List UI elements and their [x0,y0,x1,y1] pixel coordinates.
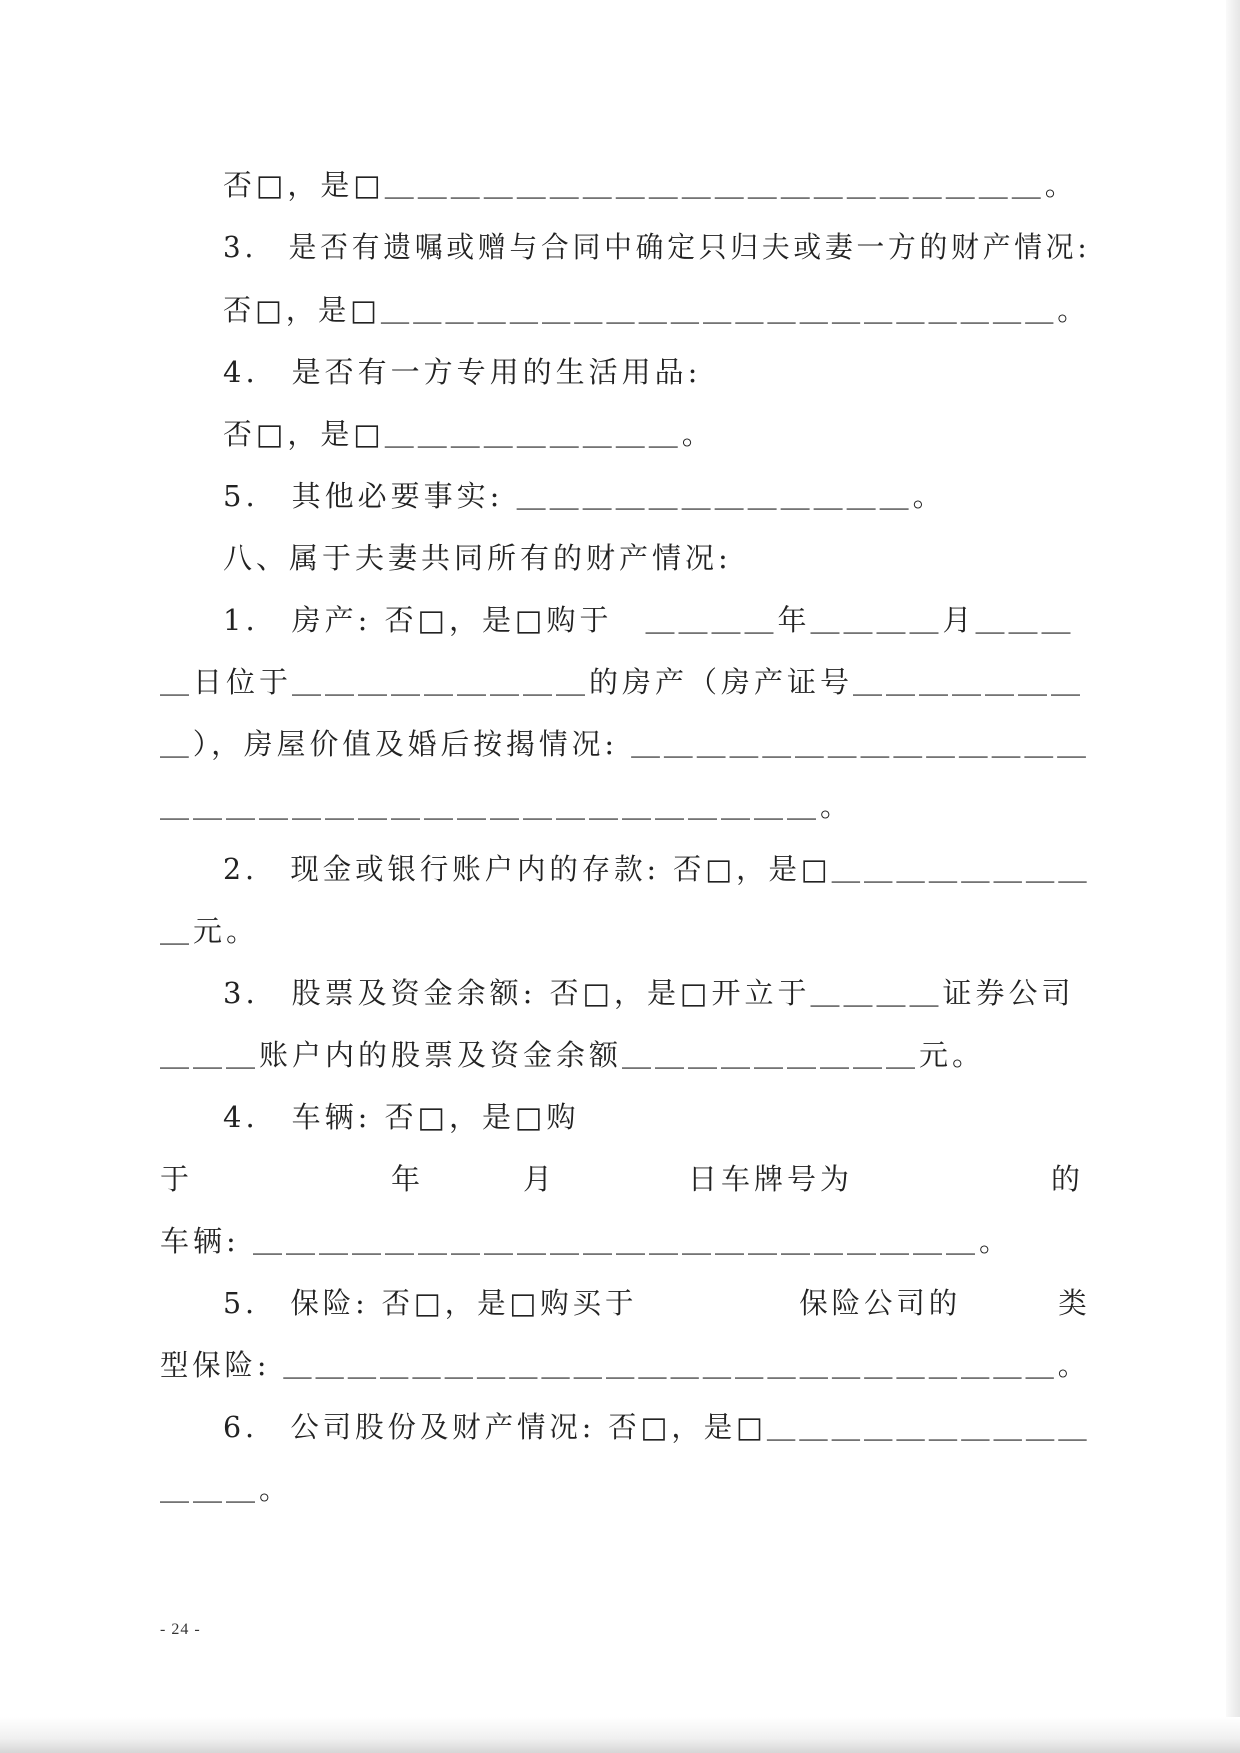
text-line-19: 5. 保险: 否□，是□购买于 保险公司的 类 [223,1286,1091,1320]
text-line-17: 于 年 月 日车牌号为 的 [160,1162,1085,1196]
text-line-14: 3. 股票及资金余额: 否□，是□开立于＿＿＿＿证券公司 [223,976,1075,1010]
text-line-5: 否□，是□＿＿＿＿＿＿＿＿＿。 [223,417,715,451]
text-line-12: 2. 现金或银行账户内的存款: 否□，是□＿＿＿＿＿＿＿＿ [223,852,1091,886]
text-line-22: ＿＿＿。 [160,1472,293,1506]
text-line-6: 5. 其他必要事实: ＿＿＿＿＿＿＿＿＿＿＿＿。 [223,479,946,513]
section-heading: 八、属于夫妻共同所有的财产情况: [223,541,732,575]
text-line-16: 4. 车辆: 否□，是□购 [223,1100,580,1134]
text-line-9: ＿日位于＿＿＿＿＿＿＿＿＿的房产（房产证号＿＿＿＿＿＿＿ [160,665,1085,699]
text-line-1: 否□，是□＿＿＿＿＿＿＿＿＿＿＿＿＿＿＿＿＿＿＿＿。 [223,168,1078,202]
text-line-20: 型保险: ＿＿＿＿＿＿＿＿＿＿＿＿＿＿＿＿＿＿＿＿＿＿＿＿。 [160,1348,1091,1382]
text-line-21: 6. 公司股份及财产情况: 否□，是□＿＿＿＿＿＿＿＿＿＿ [223,1410,1091,1444]
text-line-18: 车辆: ＿＿＿＿＿＿＿＿＿＿＿＿＿＿＿＿＿＿＿＿＿＿。 [160,1224,1012,1258]
text-line-4: 4. 是否有一方专用的生活用品: [223,355,702,389]
text-line-8: 1. 房产: 否□，是□购于 ＿＿＿＿年＿＿＿＿月＿＿＿ [223,603,1075,637]
text-line-13: ＿元。 [160,914,260,948]
text-line-10: ＿），房屋价值及婚后按揭情况: ＿＿＿＿＿＿＿＿＿＿＿＿＿＿ [160,727,1090,761]
text-line-11: ＿＿＿＿＿＿＿＿＿＿＿＿＿＿＿＿＿＿＿＿。 [160,789,854,823]
text-line-15: ＿＿＿账户内的股票及资金余额＿＿＿＿＿＿＿＿＿元。 [160,1038,986,1072]
scan-edge-right [1226,0,1240,1753]
scan-edge-bottom [0,1717,1240,1753]
text-line-2: 3. 是否有遗嘱或赠与合同中确定只归夫或妻一方的财产情况: [223,230,1091,264]
text-line-3: 否□，是□＿＿＿＿＿＿＿＿＿＿＿＿＿＿＿＿＿＿＿＿＿。 [223,293,1090,327]
page-number: - 24 - [160,1621,201,1638]
